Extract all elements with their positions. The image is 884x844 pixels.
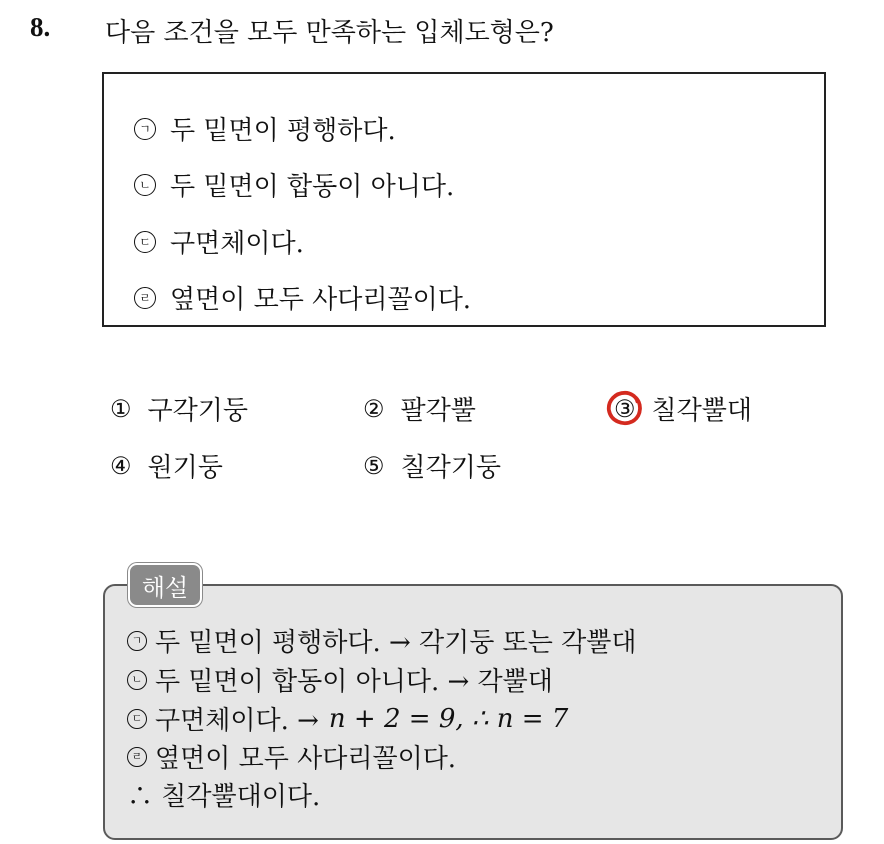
condition-text: 두 밑면이 합동이 아니다. [170, 172, 455, 202]
explanation-line [127, 622, 637, 659]
choice-label: 구각기둥 [147, 396, 248, 426]
choice-number: ④ [110, 451, 132, 480]
condition-text: 구면체이다. [170, 229, 304, 259]
explanation-line [127, 661, 553, 698]
conditions-box [102, 72, 826, 327]
explanation-text: 구면체이다. → [155, 706, 319, 736]
choice-label: 칠각기둥 [400, 453, 501, 483]
condition-item [134, 110, 396, 147]
condition-marker: ㄱ [134, 118, 156, 140]
condition-item [134, 279, 471, 316]
explanation-line [127, 700, 568, 737]
explanation-marker: ㄷ [127, 709, 147, 729]
condition-text: 옆면이 모두 사다리꼴이다. [170, 285, 472, 315]
explanation-marker: ㄹ [127, 747, 147, 767]
choice-2[interactable] [363, 390, 476, 427]
condition-marker: ㄴ [134, 174, 156, 196]
choice-number: ② [363, 394, 385, 423]
explanation-line [127, 738, 456, 775]
choice-1[interactable] [110, 390, 248, 427]
question-text: 다음 조건을 모두 만족하는 입체도형은? [105, 18, 554, 48]
explanation-tab: 해설 [128, 563, 202, 607]
choice-label: 칠각뿔대 [651, 396, 752, 426]
choice-3[interactable] [614, 390, 752, 427]
choice-5[interactable] [363, 447, 501, 484]
choice-label: 원기둥 [147, 453, 223, 483]
explanation-box [103, 584, 843, 840]
choice-label: 팔각뿔 [400, 396, 476, 426]
answer-circle-mark [606, 389, 644, 427]
explanation-marker: ㄱ [127, 631, 147, 651]
condition-marker: ㄷ [134, 231, 156, 253]
condition-marker: ㄹ [134, 287, 156, 309]
choice-number [614, 395, 636, 423]
explanation-text: 두 밑면이 합동이 아니다. → 각뿔대 [155, 667, 553, 697]
explanation-text: 옆면이 모두 사다리꼴이다. [155, 744, 457, 774]
explanation-marker: ㄴ [127, 670, 147, 690]
question-number: 8. [30, 12, 51, 42]
condition-item [134, 166, 454, 203]
choice-4[interactable] [110, 447, 223, 484]
explanation-conclusion: ∴ 칠각뿔대이다. [127, 782, 321, 812]
choice-number: ① [110, 394, 132, 423]
condition-text: 두 밑면이 평행하다. [170, 116, 396, 146]
condition-item [134, 223, 304, 260]
choice-number: ⑤ [363, 451, 385, 480]
explanation-text: 두 밑면이 평행하다. → 각기둥 또는 각뿔대 [155, 628, 637, 658]
explanation-math: n + 2 = 9, ∴ n = 7 [328, 703, 569, 734]
choice-number-text: ③ [614, 394, 636, 423]
